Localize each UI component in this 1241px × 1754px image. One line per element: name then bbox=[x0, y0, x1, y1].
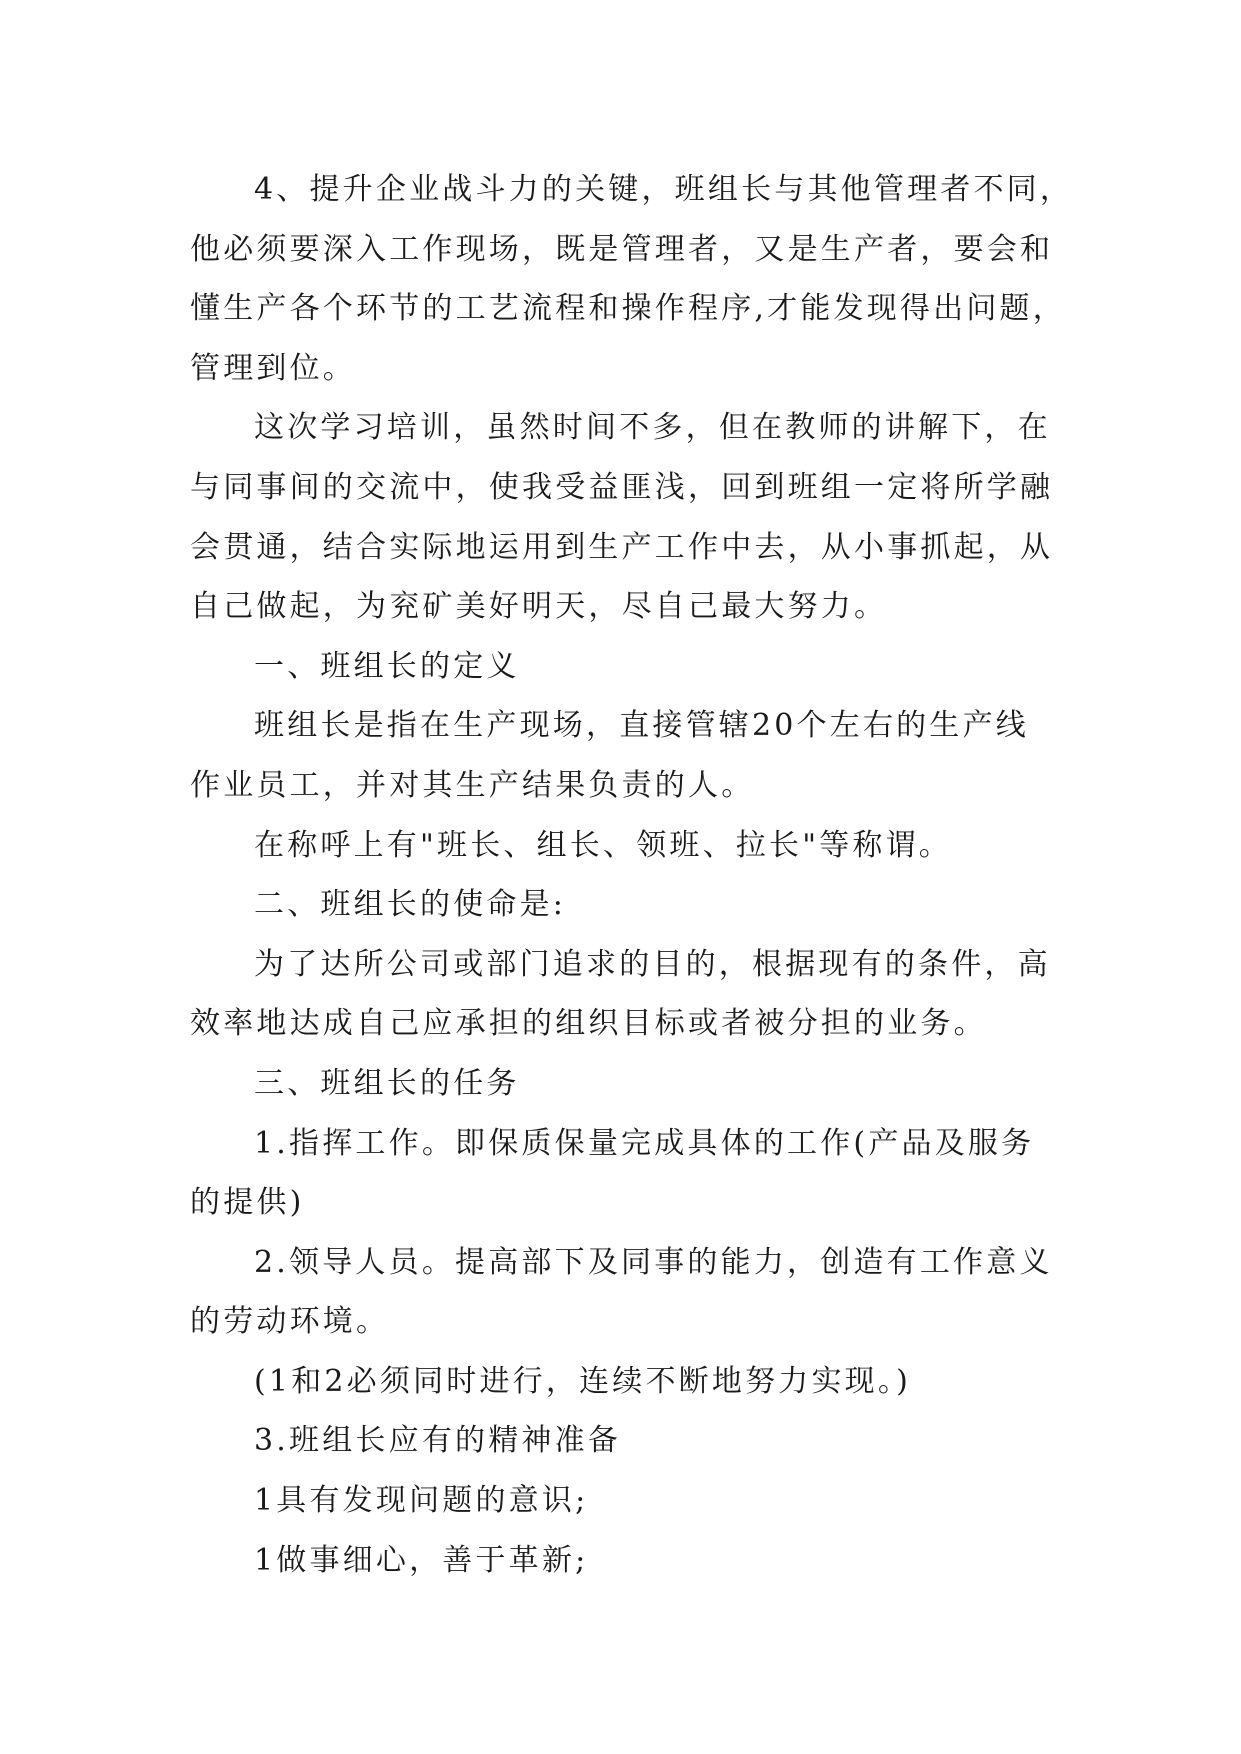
text-line: 班组长是指在生产现场，直接管辖20个左右的生产线 bbox=[254, 708, 1029, 744]
list-item-lead-people bbox=[190, 1233, 1090, 1352]
text-line: 一、班组长的定义 bbox=[254, 648, 520, 684]
note-simultaneous bbox=[190, 1352, 1090, 1412]
text-line: 与同事间的交流中，使我受益匪浅，回到班组一定将所学融 bbox=[190, 469, 1054, 505]
text-line: 的劳动环境。 bbox=[190, 1304, 390, 1340]
text-line: (1和2必须同时进行，连续不断地努力实现。) bbox=[254, 1363, 911, 1399]
text-line: 二、班组长的使命是: bbox=[254, 887, 567, 923]
paragraph-titles bbox=[190, 816, 1090, 876]
text-line: 在称呼上有"班长、组长、领班、拉长"等称谓。 bbox=[254, 827, 952, 863]
text-line: 懂生产各个环节的工艺流程和操作程序,才能发现得出问题， bbox=[190, 291, 1066, 327]
text-line: 三、班组长的任务 bbox=[254, 1065, 520, 1101]
list-item-mental-preparation bbox=[190, 1411, 1090, 1471]
text-line: 他必须要深入工作现场，既是管理者，又是生产者，要会和 bbox=[190, 231, 1054, 267]
text-line: 1具有发现问题的意识; bbox=[254, 1483, 589, 1519]
paragraph-training-reflection bbox=[190, 398, 1090, 636]
text-line: 管理到位。 bbox=[190, 350, 356, 386]
text-line: 的提供) bbox=[190, 1185, 305, 1221]
text-line: 效率地达成自己应承担的组织目标或者被分担的业务。 bbox=[190, 1006, 987, 1042]
paragraph-definition bbox=[190, 696, 1090, 815]
text-line: 1做事细心，善于革新; bbox=[254, 1542, 589, 1578]
text-line: 自己做起，为兖矿美好明天，尽自己最大努力。 bbox=[190, 589, 888, 625]
section-heading-definition bbox=[190, 637, 1090, 697]
text-line: 4、提升企业战斗力的关键，班组长与其他管理者不同， bbox=[254, 172, 1074, 207]
text-line: 会贯通，结合实际地运用到生产工作中去，从小事抓起，从 bbox=[190, 529, 1054, 565]
text-line: 为了达所公司或部门追求的目的，根据现有的条件，高 bbox=[254, 946, 1051, 982]
text-line: 1.指挥工作。即保质保量完成具体的工作(产品及服务 bbox=[254, 1125, 1035, 1161]
list-item-direct-work bbox=[190, 1114, 1090, 1233]
text-line: 这次学习培训，虽然时间不多，但在教师的讲解下，在 bbox=[254, 410, 1051, 446]
list-item-careful-innovation bbox=[190, 1531, 1090, 1591]
paragraph-key-to-combat-power bbox=[190, 160, 1090, 398]
text-line: 作业员工，并对其生产结果负责的人。 bbox=[190, 767, 755, 803]
text-line: 2.领导人员。提高部下及同事的能力，创造有工作意义 bbox=[254, 1244, 1053, 1280]
section-heading-tasks bbox=[190, 1054, 1090, 1114]
section-heading-mission bbox=[190, 875, 1090, 935]
list-item-problem-awareness bbox=[190, 1471, 1090, 1531]
text-line: 3.班组长应有的精神准备 bbox=[254, 1423, 622, 1459]
paragraph-mission bbox=[190, 935, 1090, 1054]
document-body bbox=[190, 160, 1090, 1590]
